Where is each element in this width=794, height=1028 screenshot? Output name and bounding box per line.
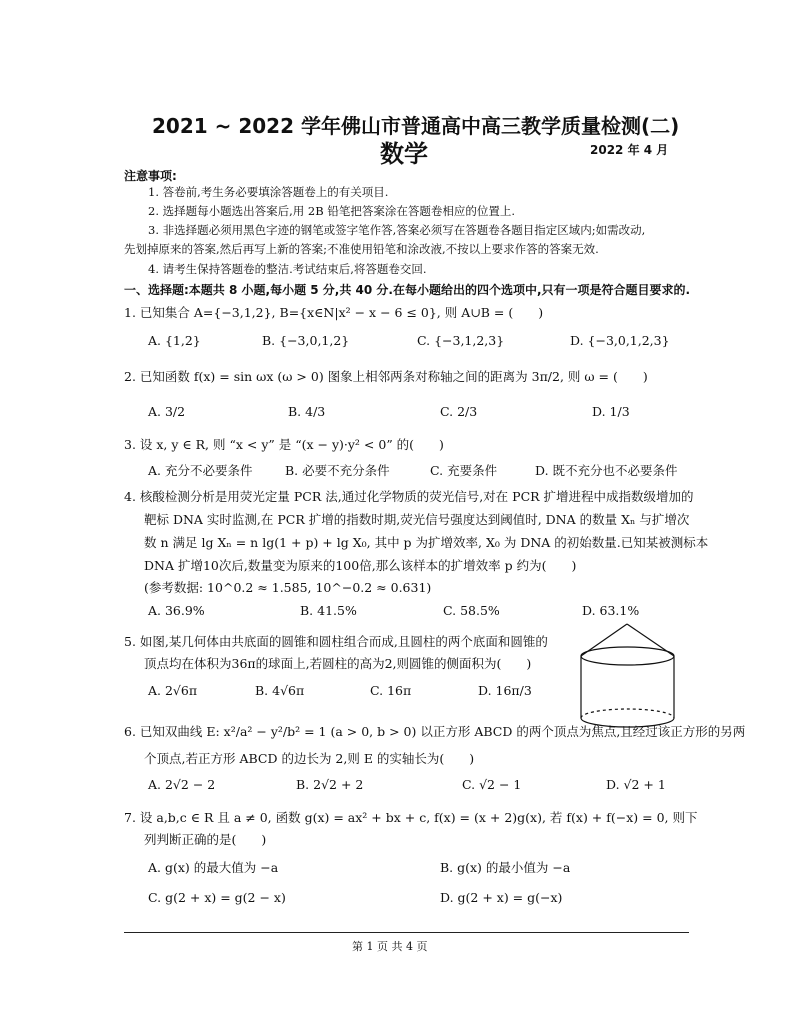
question-3-option-c: C. 充要条件 [430, 463, 498, 478]
question-4-line-2: 靶标 DNA 实时监测,在 PCR 扩增的指数时期,荧光信号强度达到阈值时, DNA 的数量 Xₙ 与扩增次 [144, 512, 690, 527]
question-2-stem: 2. 已知函数 f(x) = sin ωx (ω > 0) 图象上相邻两条对称轴之间的距离为 3π/2, 则 ω = ( ) [124, 369, 648, 384]
question-1-stem: 1. 已知集合 A={−3,1,2}, B={x∈N|x² − x − 6 ≤ 0}, 则 A∪B = ( ) [124, 305, 544, 320]
question-7-option-d: D. g(2 + x) = g(−x) [440, 890, 563, 905]
question-6-option-c: C. √2 − 1 [462, 777, 522, 792]
question-1-option-b: B. {−3,0,1,2} [262, 333, 350, 348]
question-5-option-c: C. 16π [370, 683, 412, 698]
question-7-option-a: A. g(x) 的最大值为 −a [148, 860, 279, 875]
question-5-option-d: D. 16π/3 [478, 683, 532, 698]
question-4-line-3: 数 n 满足 lg Xₙ = n lg(1 + p) + lg X₀, 其中 p 为扩增效率, X₀ 为 DNA 的初始数量.已知某被测标本 [144, 535, 709, 550]
question-4-line-1: 4. 核酸检测分析是用荧光定量 PCR 法,通过化学物质的荧光信号,对在 PCR 扩增进程中成指数级增加的 [124, 489, 694, 504]
question-7-option-c: C. g(2 + x) = g(2 − x) [148, 890, 286, 905]
note-item-4: 4. 请考生保持答题卷的整洁.考试结束后,将答题卷交回. [148, 262, 427, 276]
question-7-option-b: B. g(x) 的最小值为 −a [440, 860, 571, 875]
page-number: 第 1 页 共 4 页 [352, 940, 428, 953]
section-heading: 一、选择题:本题共 8 小题,每小题 5 分,共 40 分.在每小题给出的四个选项中,只有一项是符合题目要求的. [124, 283, 691, 297]
subject-title: 数学 [380, 140, 428, 168]
question-6-line-2: 个顶点,若正方形 ABCD 的边长为 2,则 E 的实轴长为( ) [144, 751, 475, 766]
question-3-option-d: D. 既不充分也不必要条件 [535, 463, 678, 478]
question-3-option-b: B. 必要不充分条件 [285, 463, 390, 478]
question-4-option-d: D. 63.1% [582, 603, 640, 618]
question-3-stem: 3. 设 x, y ∈ R, 则 “x < y” 是 “(x − y)·y² < 0” 的( ) [124, 437, 444, 452]
note-item-3: 3. 非选择题必须用黑色字迹的钢笔或签字笔作答,答案必须写在答题卷各题目指定区域内;如需改动, [148, 223, 646, 237]
question-2-option-a: A. 3/2 [148, 404, 186, 419]
note-item-1: 1. 答卷前,考生务必要填涂答题卷上的有关项目. [148, 185, 389, 199]
exam-date: 2022 年 4 月 [590, 143, 669, 157]
question-6-option-b: B. 2√2 + 2 [296, 777, 364, 792]
footer-divider [124, 932, 689, 933]
question-2-option-c: C. 2/3 [440, 404, 478, 419]
question-1-option-a: A. {1,2} [148, 333, 201, 348]
question-3-option-a: A. 充分不必要条件 [148, 463, 253, 478]
cone-cylinder-figure [575, 620, 680, 732]
question-5-option-a: A. 2√6π [148, 683, 198, 698]
notes-heading: 注意事项: [124, 169, 177, 183]
question-5-line-1: 5. 如图,某几何体由共底面的圆锥和圆柱组合而成,且圆柱的两个底面和圆锥的 [124, 634, 548, 649]
note-item-2: 2. 选择题每小题选出答案后,用 2B 铅笔把答案涂在答题卷相应的位置上. [148, 204, 516, 218]
question-4-line-4: DNA 扩增10次后,数量变为原来的100倍,那么该样本的扩增效率 p 约为( ) [144, 558, 577, 573]
question-4-reference: (参考数据: 10^0.2 ≈ 1.585, 10^−0.2 ≈ 0.631) [144, 580, 432, 595]
question-6-option-d: D. √2 + 1 [606, 777, 666, 792]
question-6-line-1: 6. 已知双曲线 E: x²/a² − y²/b² = 1 (a > 0, b > 0) 以正方形 ABCD 的两个顶点为焦点,且经过该正方形的另两 [124, 724, 746, 739]
question-2-option-d: D. 1/3 [592, 404, 630, 419]
question-2-option-b: B. 4/3 [288, 404, 326, 419]
question-6-option-a: A. 2√2 − 2 [148, 777, 216, 792]
question-1-option-c: C. {−3,1,2,3} [417, 333, 505, 348]
question-5-option-b: B. 4√6π [255, 683, 305, 698]
question-1-option-d: D. {−3,0,1,2,3} [570, 333, 670, 348]
question-4-option-a: A. 36.9% [148, 603, 205, 618]
note-item-3-cont: 先划掉原来的答案,然后再写上新的答案;不准使用铅笔和涂改液,不按以上要求作答的答案无效. [124, 242, 599, 256]
question-4-option-b: B. 41.5% [300, 603, 357, 618]
question-4-option-c: C. 58.5% [443, 603, 500, 618]
question-7-line-1: 7. 设 a,b,c ∈ R 且 a ≠ 0, 函数 g(x) = ax² + bx + c, f(x) = (x + 2)g(x), 若 f(x) + f(−x) = 0, 则下 [124, 810, 698, 825]
page-title: 2021 ~ 2022 学年佛山市普通高中高三教学质量检测(二) [152, 114, 680, 138]
question-7-line-2: 列判断正确的是( ) [144, 832, 267, 847]
question-5-line-2: 顶点均在体积为36π的球面上,若圆柱的高为2,则圆锥的侧面积为( ) [144, 656, 532, 671]
